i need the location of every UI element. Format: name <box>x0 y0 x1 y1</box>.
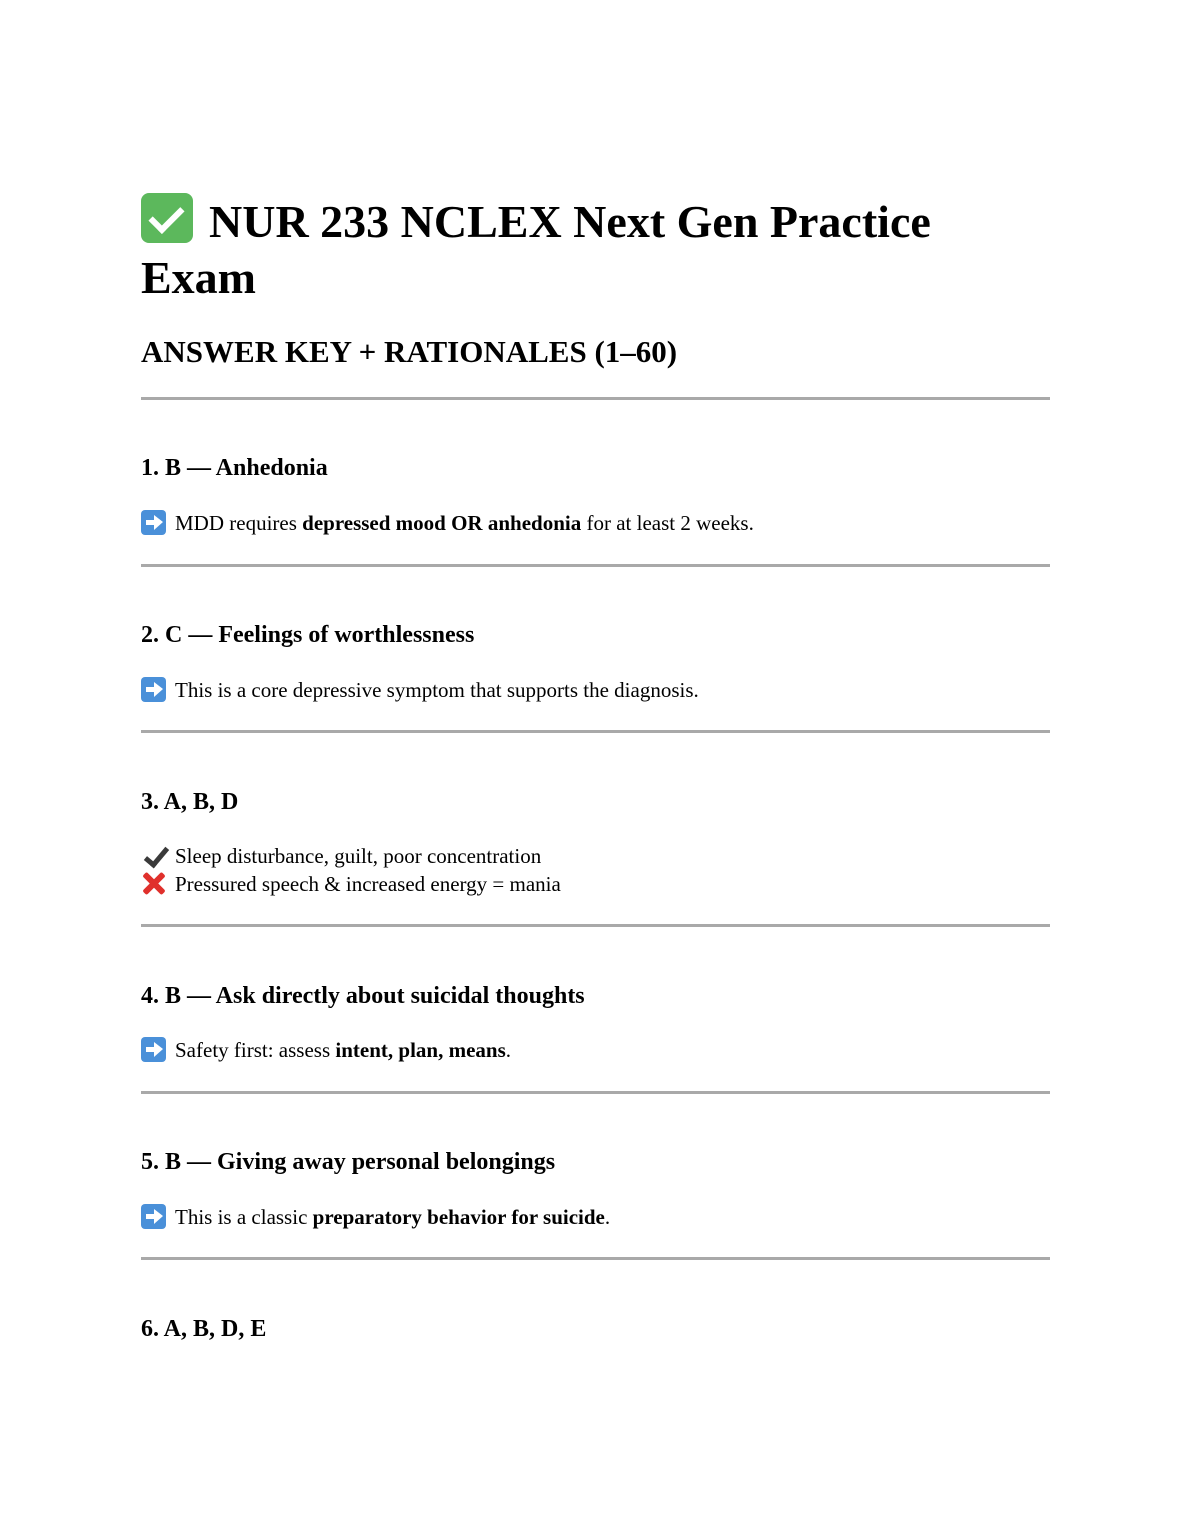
rationale-text: This is a classic <box>175 1205 313 1229</box>
right-arrow-icon <box>141 1204 166 1229</box>
rationale-2 <box>141 676 699 704</box>
document-title <box>141 193 1050 306</box>
answer-heading-3: 3. A, B, D <box>141 789 239 815</box>
section-divider <box>141 397 1050 400</box>
check-mark-icon <box>141 843 166 868</box>
answer-heading-5: 5. B — Giving away personal belongings <box>141 1149 556 1175</box>
answer-heading-2: 2. C — Feelings of worthlessness <box>141 622 475 648</box>
rationale-text: . <box>604 1205 611 1229</box>
document-title-text: NUR 233 NCLEX Next Gen Practice Exam <box>141 196 931 303</box>
section-divider <box>141 564 1050 567</box>
rationale-text: Pressured speech & increased energy = mania <box>175 872 561 896</box>
rationale-text: . <box>505 1038 512 1062</box>
right-arrow-icon <box>141 677 166 702</box>
document-subtitle: ANSWER KEY + RATIONALES (1–60) <box>141 334 678 369</box>
section-divider <box>141 1257 1050 1260</box>
rationale-5 <box>141 1203 610 1231</box>
rationale-emphasis: preparatory behavior for suicide <box>312 1205 605 1229</box>
answer-heading-6: 6. A, B, D, E <box>141 1316 267 1342</box>
rationale-4 <box>141 1036 511 1064</box>
right-arrow-icon <box>141 510 166 535</box>
rationale-text: This is a core depressive symptom that supports the diagnosis. <box>175 678 699 702</box>
answer-heading-1: 1. B — Anhedonia <box>141 455 328 481</box>
check-mark-button-icon <box>141 193 193 243</box>
section-divider <box>141 730 1050 733</box>
rationale-text: Sleep disturbance, guilt, poor concentration <box>175 844 542 868</box>
rationale-3-correct <box>141 842 541 870</box>
rationale-text: for at least 2 weeks. <box>581 511 754 535</box>
rationale-3-incorrect <box>141 870 561 898</box>
rationale-1 <box>141 509 754 537</box>
rationale-emphasis: intent, plan, means <box>335 1038 506 1062</box>
section-divider <box>141 924 1050 927</box>
rationale-emphasis: depressed mood OR anhedonia <box>302 511 582 535</box>
cross-mark-icon <box>141 871 166 896</box>
answer-heading-4: 4. B — Ask directly about suicidal thoughts <box>141 983 585 1009</box>
section-divider <box>141 1091 1050 1094</box>
rationale-text: Safety first: assess <box>175 1038 336 1062</box>
right-arrow-icon <box>141 1037 166 1062</box>
rationale-text: MDD requires <box>175 511 303 535</box>
